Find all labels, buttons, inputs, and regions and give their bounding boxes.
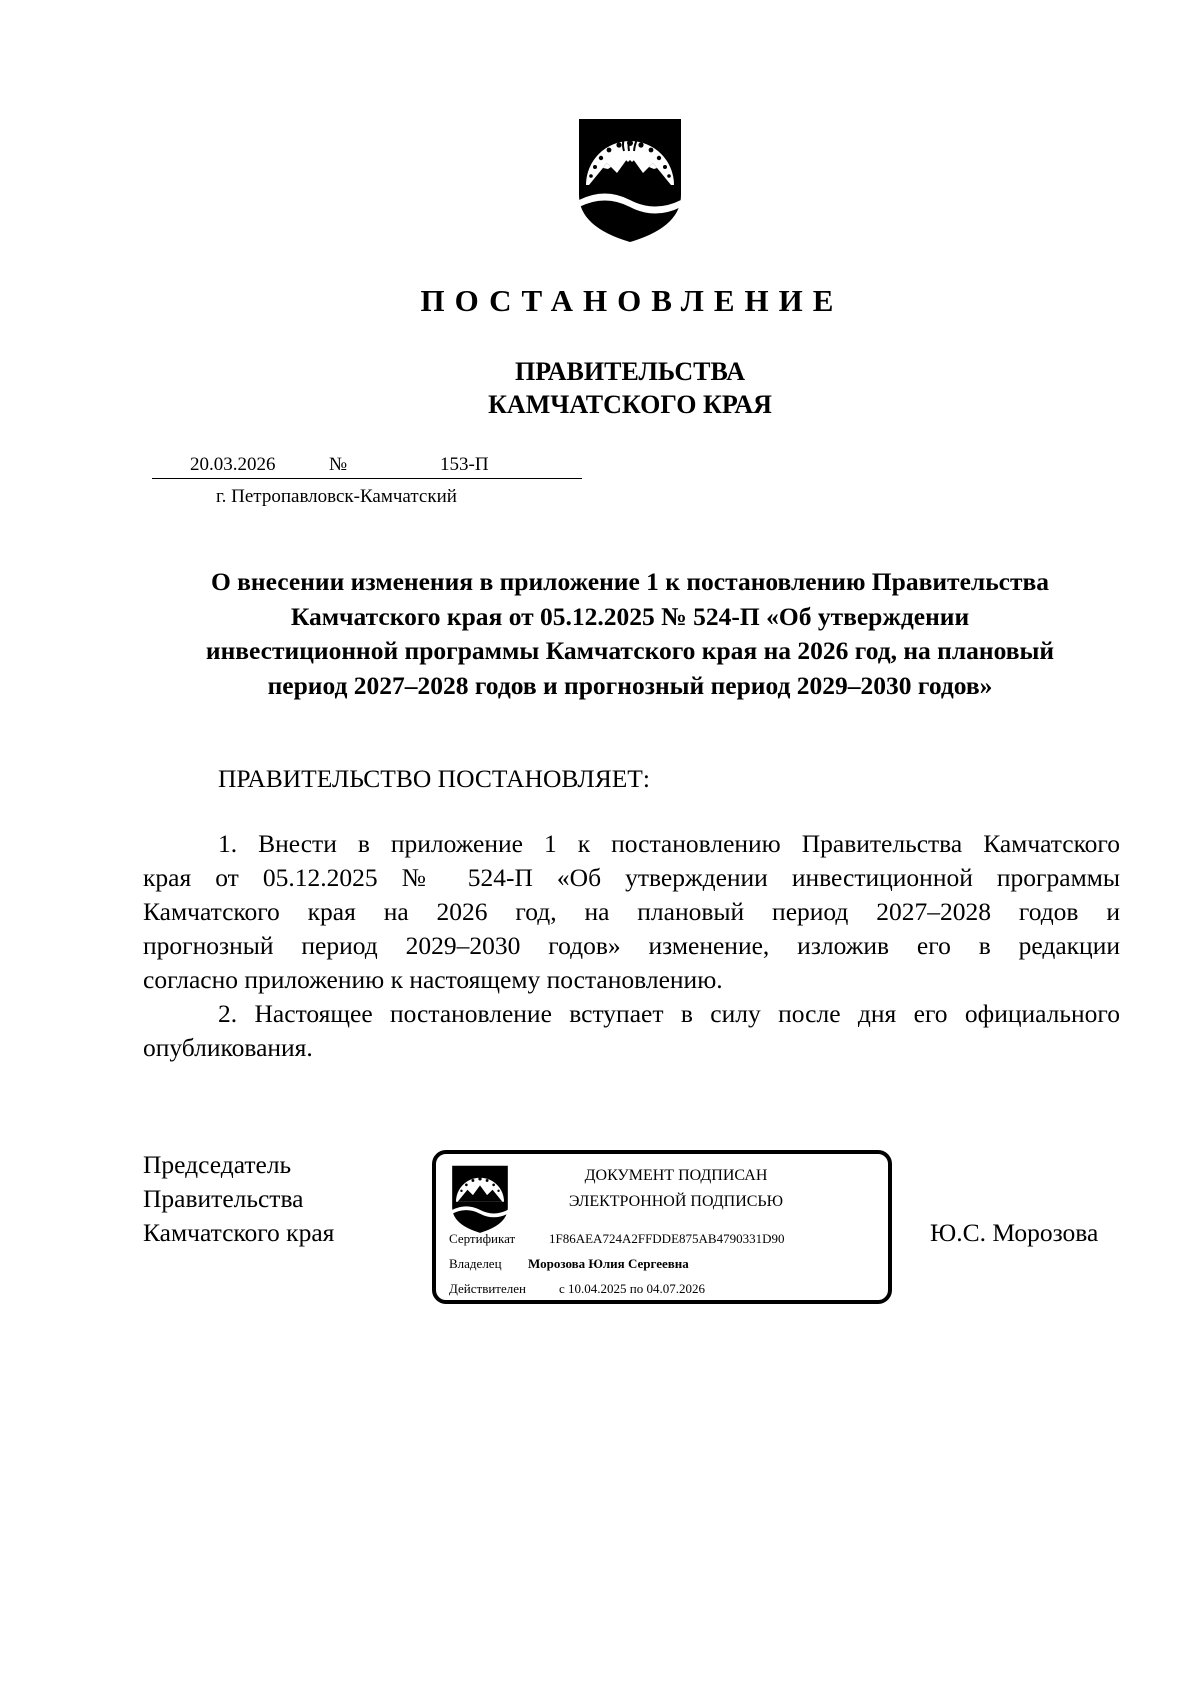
stamp-certificate-row xyxy=(449,1231,784,1247)
item-1-line: 1. Внести в приложение 1 к постановлению Правительства Камчатского xyxy=(218,829,1120,858)
subject-line: период 2027–2028 годов и прогнозный период 2029–2030 годов» xyxy=(267,670,993,700)
item-2-line: 2. Настоящее постановление вступает в силу после дня его официального xyxy=(218,999,1120,1028)
item-1-line: прогнозный период 2029–2030 годов» изменение, изложив его в редакции xyxy=(143,931,1120,960)
electronic-signature-stamp xyxy=(432,1150,892,1304)
stamp-heading-line-2: ЭЛЕКТРОННОЙ ПОДПИСЬЮ xyxy=(568,1193,784,1210)
certificate-value: 1F86AEA724A2FFDDE875AB4790331D90 xyxy=(549,1231,785,1246)
issuer-line-2: КАМЧАТСКОГО КРАЯ xyxy=(488,390,772,419)
document-subject xyxy=(140,565,1120,703)
number-sign: № xyxy=(329,454,348,475)
city: г. Петропавловск-Камчатский xyxy=(216,486,457,507)
subject-line: Камчатского края от 05.12.2025 № 524-П «Об утверждении xyxy=(290,601,970,631)
owner-label: Владелец xyxy=(449,1256,502,1271)
item-1-line: края от 05.12.2025 № 524-П «Об утверждении инвестиционной программы xyxy=(143,863,1120,892)
signer-title-line: Председатель xyxy=(143,1150,292,1179)
stamp-heading-line-1: ДОКУМЕНТ ПОДПИСАН xyxy=(584,1167,768,1184)
coat-of-arms-icon xyxy=(575,115,685,245)
subject-line: инвестиционной программы Камчатского края на 2026 год, на плановый xyxy=(205,636,1055,665)
signer-title-line: Камчатского края xyxy=(143,1218,335,1247)
item-1-line: согласно приложению к настоящему постановлению. xyxy=(143,965,723,994)
signer-title xyxy=(143,1148,334,1250)
validity-label: Действителен xyxy=(449,1281,526,1296)
item-1-line: Камчатского края на 2026 год, на плановый период 2027–2028 годов и xyxy=(143,897,1120,926)
coat-of-arms-icon xyxy=(450,1163,510,1235)
stamp-owner-row xyxy=(449,1256,689,1272)
issuer-line-1: ПРАВИТЕЛЬСТВА xyxy=(515,357,745,386)
registration-line xyxy=(152,452,582,479)
document-type: ПОСТАНОВЛЕНИЕ xyxy=(420,283,844,318)
signer-title-line: Правительства xyxy=(143,1184,304,1213)
certificate-label: Сертификат xyxy=(449,1231,516,1246)
item-2-line: опубликования. xyxy=(143,1033,313,1062)
resolution-body xyxy=(143,827,1120,1065)
stamp-validity-row xyxy=(449,1281,705,1297)
owner-value: Морозова Юлия Сергеевна xyxy=(528,1256,689,1271)
validity-value: с 10.04.2025 по 04.07.2026 xyxy=(559,1281,705,1296)
subject-line: О внесении изменения в приложение 1 к постановлению Правительства xyxy=(210,567,1050,596)
document-date: 20.03.2026 xyxy=(190,454,276,475)
preamble: ПРАВИТЕЛЬСТВО ПОСТАНОВЛЯЕТ: xyxy=(218,764,650,793)
document-number: 153-П xyxy=(440,454,489,475)
signer-name: Ю.С. Морозова xyxy=(930,1218,1099,1247)
